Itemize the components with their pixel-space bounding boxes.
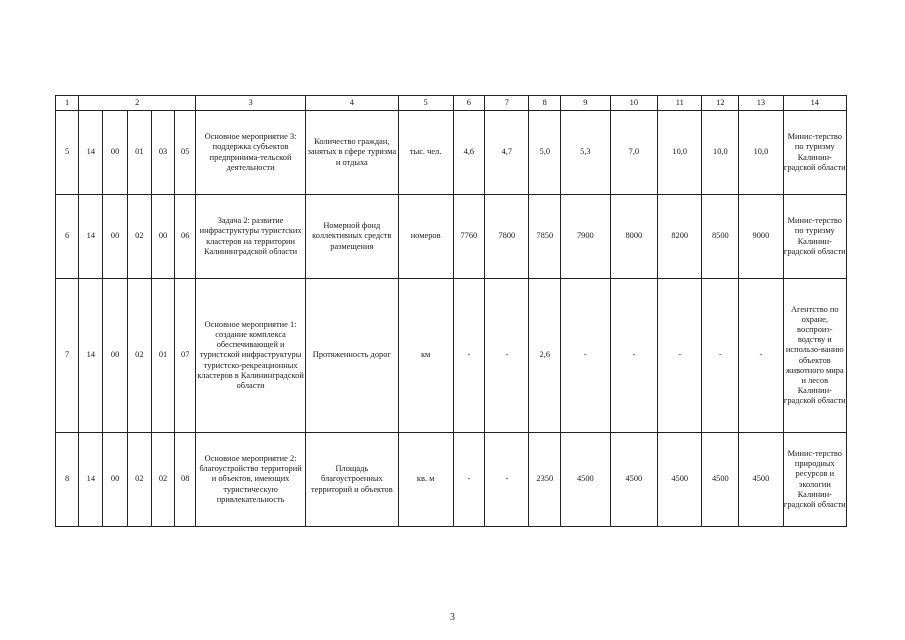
value-cell: 4500 xyxy=(561,433,611,527)
header-cell: 8 xyxy=(529,96,561,111)
code-cell: 14 xyxy=(79,433,103,527)
code-cell: 00 xyxy=(103,279,127,433)
value-cell: - xyxy=(485,279,529,433)
header-cell: 1 xyxy=(56,96,79,111)
code-cell: 02 xyxy=(127,195,151,279)
value-cell: 8200 xyxy=(658,195,702,279)
code-cell: 07 xyxy=(175,279,196,433)
value-cell: 7,0 xyxy=(610,111,657,195)
unit-cell: км xyxy=(398,279,453,433)
header-cell: 2 xyxy=(79,96,196,111)
header-cell: 13 xyxy=(739,96,783,111)
value-cell: 7760 xyxy=(453,195,485,279)
description-cell: Основное мероприятие 1: создание комплекса обеспечивающей и туристской инфраструктуры туристско-рекреационных кластеров в Калининградской области xyxy=(196,279,306,433)
value-cell: 2,6 xyxy=(529,279,561,433)
code-cell: 08 xyxy=(175,433,196,527)
code-cell: 00 xyxy=(103,111,127,195)
indicators-table xyxy=(55,95,847,527)
indicator-cell: Площадь благоустроенных территорий и объектов xyxy=(305,433,398,527)
header-cell: 7 xyxy=(485,96,529,111)
value-cell: - xyxy=(702,279,739,433)
indicator-cell: Протяженность дорог xyxy=(305,279,398,433)
table-row xyxy=(56,111,847,195)
value-cell: 10,0 xyxy=(702,111,739,195)
code-cell: 01 xyxy=(151,279,174,433)
value-cell: 8000 xyxy=(610,195,657,279)
code-cell: 02 xyxy=(127,279,151,433)
responsible-cell: Минис-терство по туризму Калинин-градской области xyxy=(783,195,846,279)
code-cell: 05 xyxy=(175,111,196,195)
value-cell: 5,3 xyxy=(561,111,611,195)
table-row xyxy=(56,195,847,279)
code-cell: 14 xyxy=(79,111,103,195)
header-cell: 12 xyxy=(702,96,739,111)
code-cell: 00 xyxy=(103,433,127,527)
header-cell: 9 xyxy=(561,96,611,111)
value-cell: - xyxy=(453,433,485,527)
code-cell: 14 xyxy=(79,195,103,279)
value-cell: 10,0 xyxy=(739,111,783,195)
value-cell: 8500 xyxy=(702,195,739,279)
value-cell: 5,0 xyxy=(529,111,561,195)
header-cell: 6 xyxy=(453,96,485,111)
unit-cell: тыс. чел. xyxy=(398,111,453,195)
responsible-cell: Агентство по охране, воспроиз-водству и использо-ванию объектов животного мира и лесов Калинин-градской области xyxy=(783,279,846,433)
value-cell: 10,0 xyxy=(658,111,702,195)
header-cell: 3 xyxy=(196,96,306,111)
code-cell: 00 xyxy=(103,195,127,279)
code-cell: 01 xyxy=(127,111,151,195)
description-cell: Задача 2: развитие инфраструктуры туристских кластеров на территории Калининградской области xyxy=(196,195,306,279)
header-cell: 5 xyxy=(398,96,453,111)
value-cell: - xyxy=(453,279,485,433)
code-cell: 02 xyxy=(127,433,151,527)
value-cell: 4500 xyxy=(610,433,657,527)
row-number: 8 xyxy=(56,433,79,527)
row-number: 6 xyxy=(56,195,79,279)
value-cell: 2350 xyxy=(529,433,561,527)
table-row xyxy=(56,433,847,527)
value-cell: 4500 xyxy=(739,433,783,527)
header-cell: 11 xyxy=(658,96,702,111)
value-cell: 7850 xyxy=(529,195,561,279)
code-cell: 00 xyxy=(151,195,174,279)
value-cell: - xyxy=(610,279,657,433)
responsible-cell: Минис-терство природных ресурсов и экологии Калинин-градской области xyxy=(783,433,846,527)
value-cell: 9000 xyxy=(739,195,783,279)
header-cell: 10 xyxy=(610,96,657,111)
unit-cell: кв. м xyxy=(398,433,453,527)
value-cell: 7800 xyxy=(485,195,529,279)
value-cell: - xyxy=(739,279,783,433)
description-cell: Основное мероприятие 3: поддержка субъектов предпринима-тельской деятельности xyxy=(196,111,306,195)
responsible-cell: Минис-терство по туризму Калинин-градской области xyxy=(783,111,846,195)
value-cell: 7900 xyxy=(561,195,611,279)
code-cell: 14 xyxy=(79,279,103,433)
value-cell: 4,7 xyxy=(485,111,529,195)
value-cell: - xyxy=(485,433,529,527)
code-cell: 02 xyxy=(151,433,174,527)
value-cell: - xyxy=(561,279,611,433)
description-cell: Основное мероприятие 2: благоустройство территорий и объектов, имеющих туристическую привлекательность xyxy=(196,433,306,527)
header-row xyxy=(56,96,847,111)
row-number: 5 xyxy=(56,111,79,195)
indicator-cell: Номерной фонд коллективных средств размещения xyxy=(305,195,398,279)
value-cell: 4,6 xyxy=(453,111,485,195)
header-cell: 14 xyxy=(783,96,846,111)
table-row xyxy=(56,279,847,433)
page-number: 3 xyxy=(450,612,455,623)
unit-cell: номеров xyxy=(398,195,453,279)
code-cell: 06 xyxy=(175,195,196,279)
header-cell: 4 xyxy=(305,96,398,111)
indicator-cell: Количество граждан, занятых в сфере туризма и отдыха xyxy=(305,111,398,195)
value-cell: - xyxy=(658,279,702,433)
value-cell: 4500 xyxy=(702,433,739,527)
value-cell: 4500 xyxy=(658,433,702,527)
code-cell: 03 xyxy=(151,111,174,195)
row-number: 7 xyxy=(56,279,79,433)
